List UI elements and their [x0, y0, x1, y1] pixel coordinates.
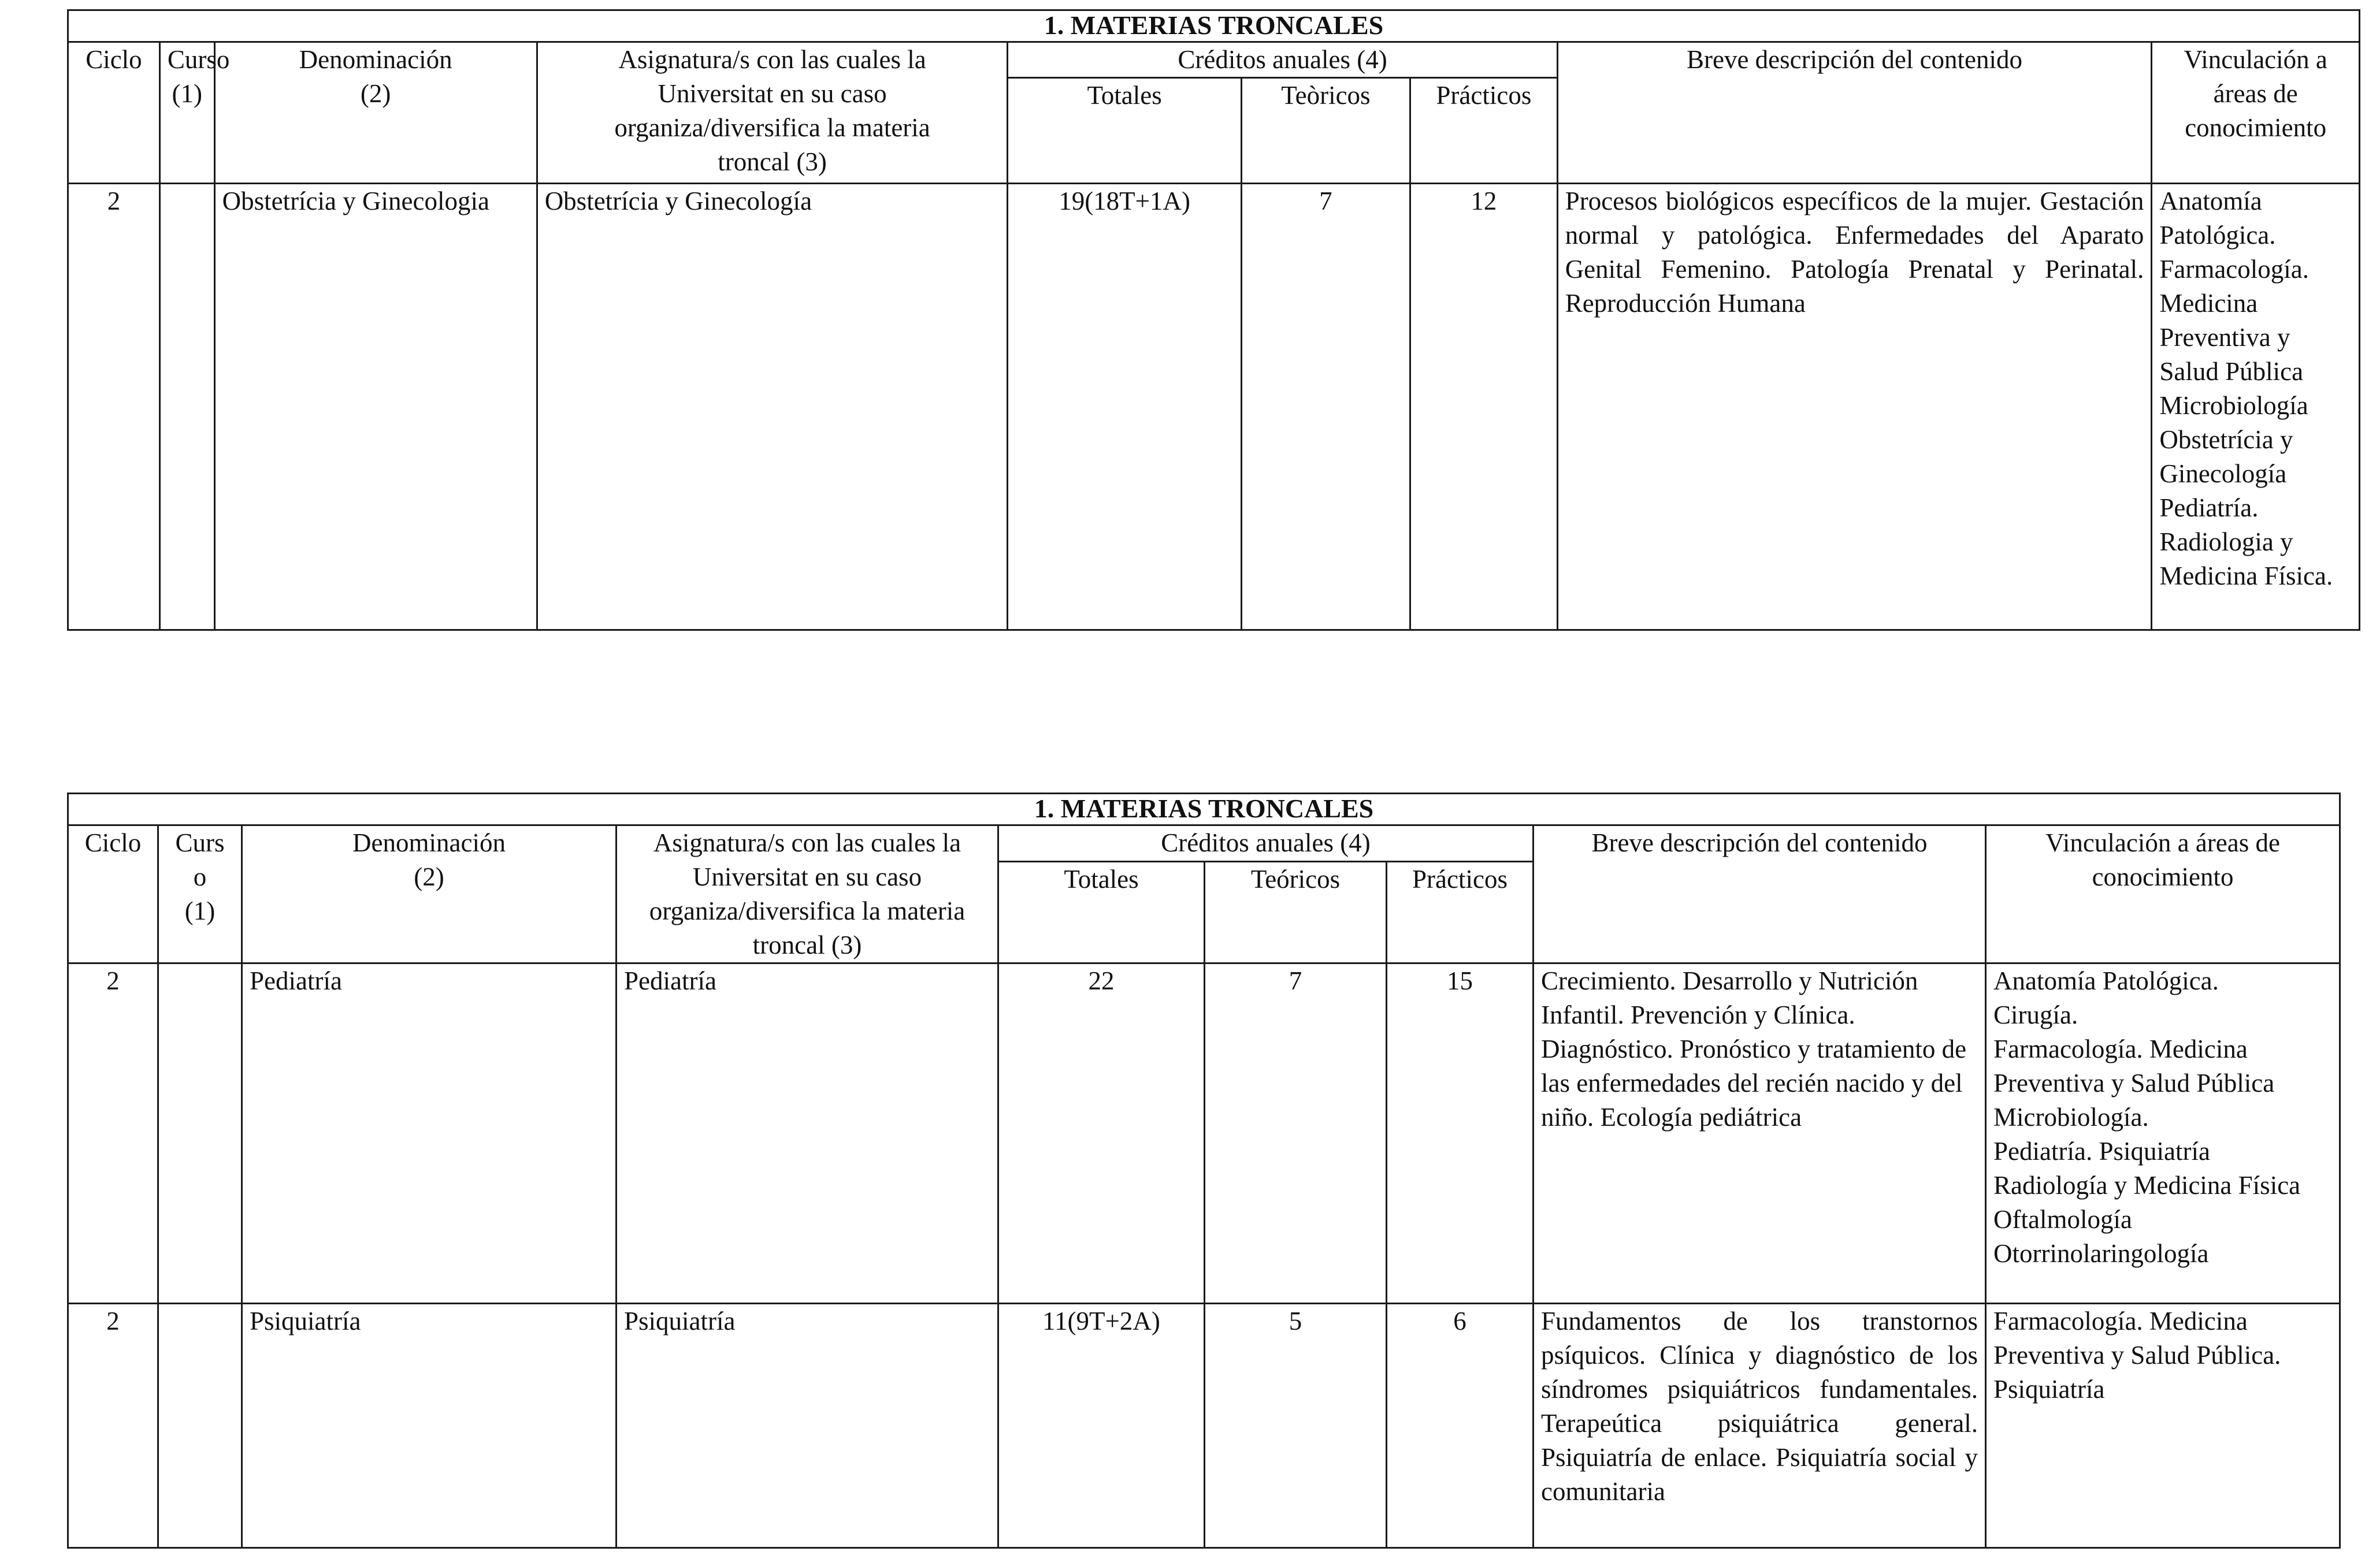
- header-descripcion: Breve descripción del contenido: [1557, 42, 2152, 184]
- table-title-row: [68, 10, 2360, 42]
- cell-vinculacion: Farmacología. Medicina Preventiva y Salud Pública. Psiquiatría: [1986, 1304, 2340, 1548]
- cell-vinculacion: Anatomía Patológica. Farmacología. Medicina Preventiva y Salud Pública Microbiología Obstetrícia y Ginecología Pediatría. Radiologia y Medicina Física.: [2152, 184, 2360, 630]
- materias-troncales-table-1: [67, 9, 2360, 631]
- header-ciclo: Ciclo: [68, 42, 160, 184]
- cell-vinculacion: Anatomía Patológica. Cirugía. Farmacología. Medicina Preventiva y Salud Pública Microbiología. Pediatría. Psiquiatría Radiología y Medicina Física Oftalmología Otorrinolaringología: [1986, 963, 2340, 1304]
- header-ciclo: Ciclo: [68, 825, 158, 963]
- cell-asignatura: Pediatría: [617, 963, 998, 1304]
- header-curso: Curso (1): [159, 42, 214, 184]
- cell-totales: 22: [998, 963, 1205, 1304]
- header-asignatura: Asignatura/s con las cuales la Universitat en su caso organiza/diversifica la materia troncal (3): [617, 825, 998, 963]
- header-denominacion: Denominación (2): [214, 42, 537, 184]
- cell-ciclo: 2: [68, 963, 158, 1304]
- cell-asignatura: Psiquiatría: [617, 1304, 998, 1548]
- header-row: [68, 825, 2340, 862]
- cell-teoricos: 7: [1241, 184, 1410, 630]
- materias-troncales-table-2: [67, 793, 2341, 1549]
- header-creditos: Créditos anuales (4): [1008, 42, 1557, 78]
- cell-practicos: 15: [1387, 963, 1534, 1304]
- header-denominacion: Denominación (2): [242, 825, 617, 963]
- table-row: [68, 963, 2340, 1304]
- cell-practicos: 12: [1410, 184, 1558, 630]
- table-title: 1. MATERIAS TRONCALES: [68, 10, 2360, 42]
- header-totales: Totales: [998, 862, 1205, 963]
- cell-asignatura: Obstetrícia y Ginecología: [537, 184, 1008, 630]
- header-row: [68, 42, 2360, 78]
- cell-teoricos: 7: [1205, 963, 1387, 1304]
- cell-denominacion: Pediatría: [242, 963, 617, 1304]
- cell-totales: 11(9T+2A): [998, 1304, 1205, 1548]
- table-row: [68, 1304, 2340, 1548]
- header-curso: Curs o (1): [158, 825, 242, 963]
- table-title: 1. MATERIAS TRONCALES: [68, 794, 2340, 825]
- header-practicos: Prácticos: [1387, 862, 1534, 963]
- header-teoricos: Teóricos: [1205, 862, 1387, 963]
- cell-ciclo: 2: [68, 184, 160, 630]
- header-asignatura: Asignatura/s con las cuales la Universitat en su caso organiza/diversifica la materia troncal (3): [537, 42, 1008, 184]
- cell-curso: [159, 184, 214, 630]
- cell-ciclo: 2: [68, 1304, 158, 1548]
- header-descripcion: Breve descripción del contenido: [1534, 825, 1986, 963]
- cell-practicos: 6: [1387, 1304, 1534, 1548]
- header-teoricos: Teòricos: [1241, 78, 1410, 184]
- cell-curso: [158, 963, 242, 1304]
- table-title-row: [68, 794, 2340, 825]
- cell-totales: 19(18T+1A): [1008, 184, 1241, 630]
- cell-denominacion: Obstetrícia y Ginecologia: [214, 184, 537, 630]
- cell-denominacion: Psiquiatría: [242, 1304, 617, 1548]
- header-vinculacion: Vinculación a áreas de conocimiento: [1986, 825, 2340, 963]
- header-totales: Totales: [1008, 78, 1241, 184]
- header-vinculacion: Vinculación a áreas de conocimiento: [2152, 42, 2360, 184]
- cell-teoricos: 5: [1205, 1304, 1387, 1548]
- header-practicos: Prácticos: [1410, 78, 1558, 184]
- header-creditos: Créditos anuales (4): [998, 825, 1534, 862]
- cell-curso: [158, 1304, 242, 1548]
- table-row: [68, 184, 2360, 630]
- cell-descripcion: Procesos biológicos específicos de la mujer. Gestación normal y patológica. Enfermedades del Aparato Genital Femenino. Patología Prenatal y Perinatal. Reproducción Humana: [1557, 184, 2152, 630]
- cell-descripcion: Fundamentos de los transtornos psíquicos. Clínica y diagnóstico de los síndromes psiquiátricos fundamentales. Terapeútica psiquiátrica general. Psiquiatría de enlace. Psiquiatría social y comunitaria: [1534, 1304, 1986, 1548]
- cell-descripcion: Crecimiento. Desarrollo y Nutrición Infantil. Prevención y Clínica. Diagnóstico. Pronóstico y tratamiento de las enfermedades del recién nacido y del niño. Ecología pediátrica: [1534, 963, 1986, 1304]
